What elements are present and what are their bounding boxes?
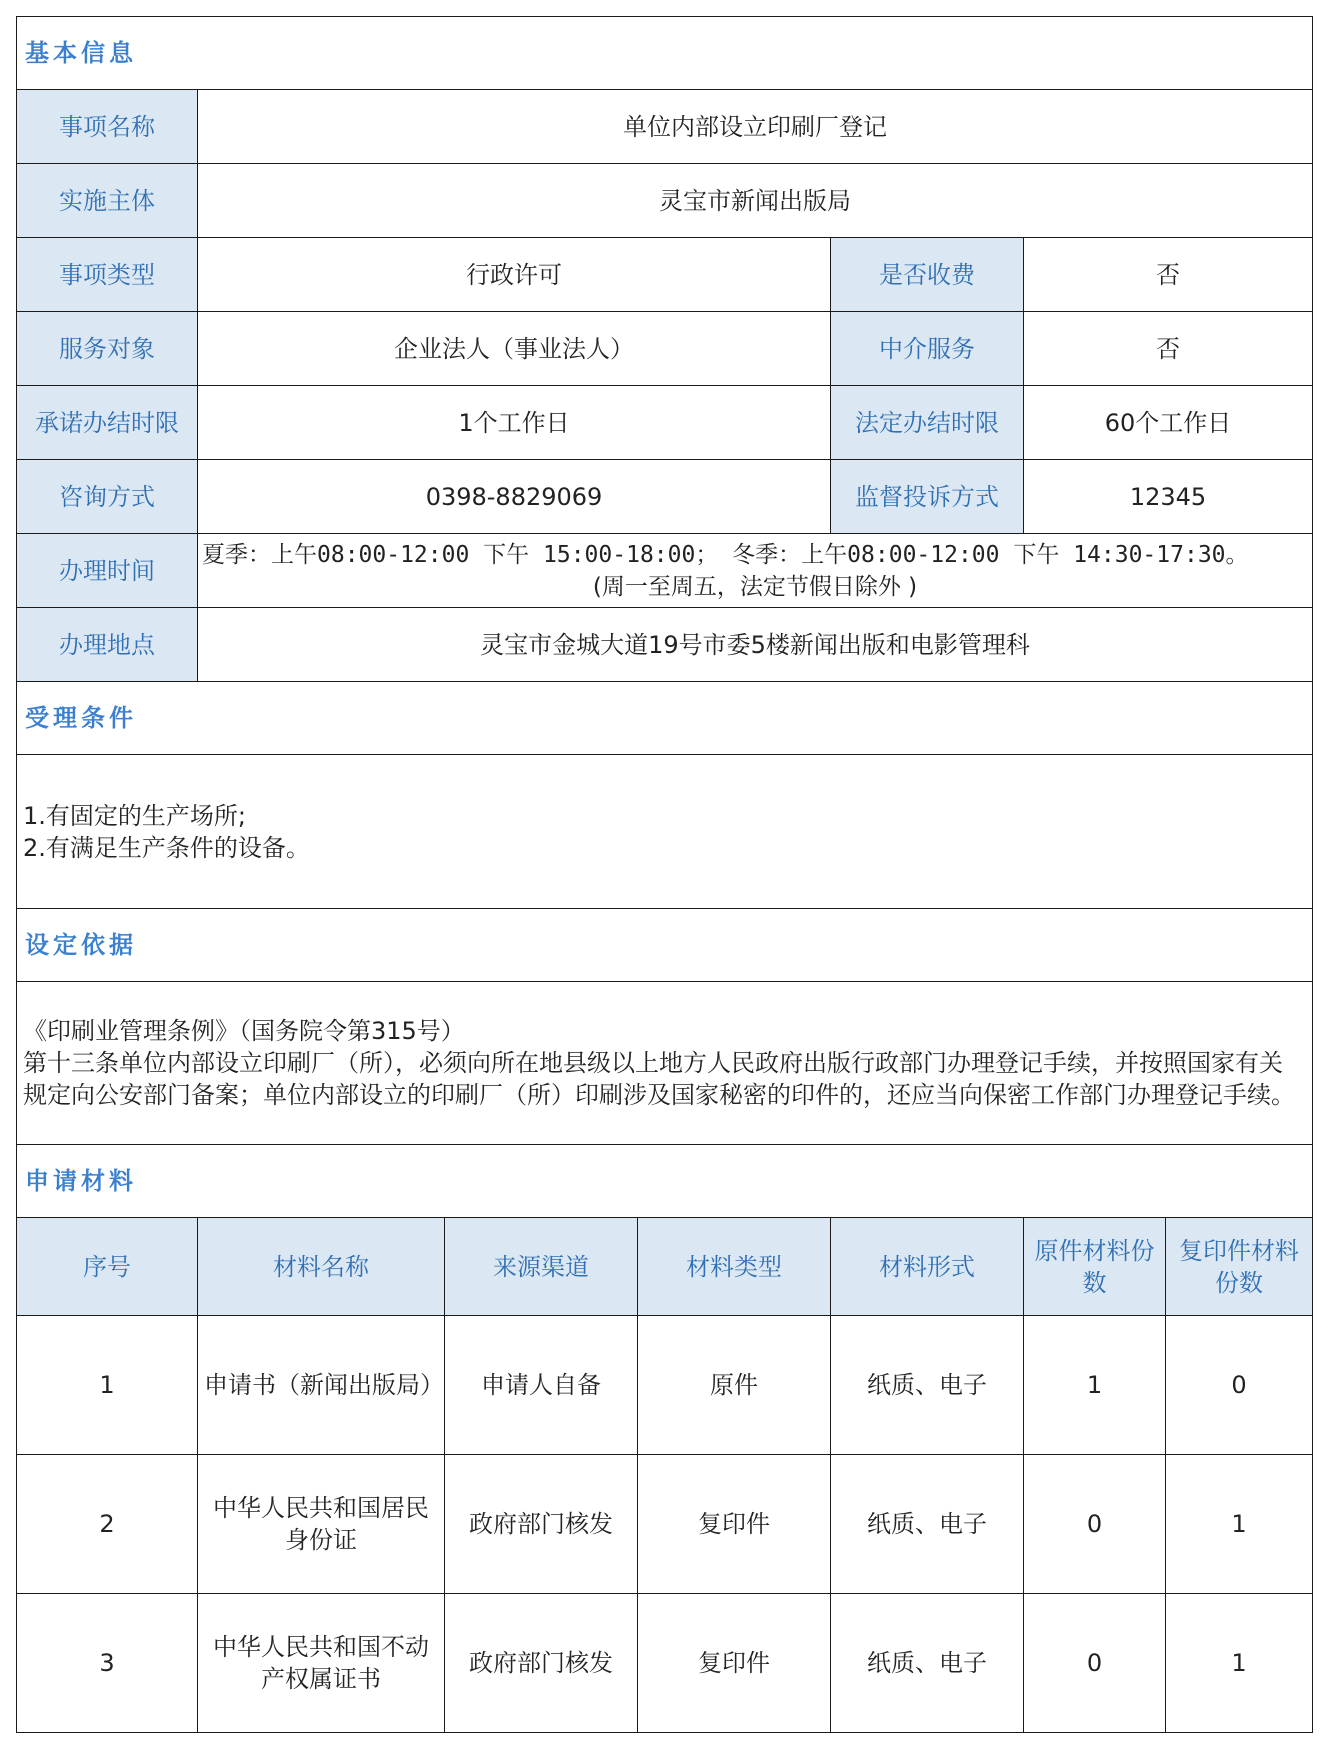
service-target-value: 企业法人（事业法人）: [198, 312, 831, 386]
section-title-basic-info: 基本信息: [17, 17, 1313, 90]
item-type-label: 事项类型: [17, 238, 198, 312]
fee-label: 是否收费: [831, 238, 1024, 312]
legal-limit-label: 法定办结时限: [831, 386, 1024, 460]
materials-header-index: 序号: [17, 1218, 198, 1316]
material-index: 1: [17, 1316, 198, 1455]
item-name-label: 事项名称: [17, 90, 198, 164]
condition-item: 1.有固定的生产场所;: [23, 801, 246, 830]
consult-value: 0398-8829069: [198, 460, 831, 534]
complaint-label: 监督投诉方式: [831, 460, 1024, 534]
service-info-table: [16, 16, 1313, 1733]
table-row: [17, 1316, 1313, 1455]
material-type: 复印件: [638, 1594, 831, 1733]
section-title-materials: 申请材料: [17, 1145, 1313, 1218]
section-title-basis: 设定依据: [17, 909, 1313, 982]
condition-item: 2.有满足生产条件的设备。: [23, 833, 310, 862]
location-label: 办理地点: [17, 608, 198, 682]
material-type: 原件: [638, 1316, 831, 1455]
material-source: 政府部门核发: [445, 1455, 638, 1594]
material-source: 申请人自备: [445, 1316, 638, 1455]
materials-header-form: 材料形式: [831, 1218, 1024, 1316]
materials-header-type: 材料类型: [638, 1218, 831, 1316]
materials-header-source: 来源渠道: [445, 1218, 638, 1316]
material-original-count: 0: [1024, 1455, 1166, 1594]
hours-label: 办理时间: [17, 534, 198, 608]
material-name: 申请书（新闻出版局）: [198, 1316, 445, 1455]
item-name-value: 单位内部设立印刷厂登记: [198, 90, 1313, 164]
hours-line-weekdays: (周一至周五，法定节假日除外 ): [592, 573, 918, 600]
service-target-label: 服务对象: [17, 312, 198, 386]
form-page: [16, 16, 1312, 1733]
material-index: 2: [17, 1455, 198, 1594]
intermediary-value: 否: [1024, 312, 1313, 386]
material-index: 3: [17, 1594, 198, 1733]
fee-value: 否: [1024, 238, 1313, 312]
hours-line-seasons: 夏季：上午08:00-12:00 下午 15:00-18:00； 冬季：上午08:00-12:00 下午 14:30-17:30。: [202, 541, 1249, 568]
legal-limit-value: 60个工作日: [1024, 386, 1313, 460]
material-type: 复印件: [638, 1455, 831, 1594]
material-name: 中华人民共和国不动产权属证书: [198, 1594, 445, 1733]
conditions-content: [17, 755, 1313, 909]
material-original-count: 1: [1024, 1316, 1166, 1455]
material-original-count: 0: [1024, 1594, 1166, 1733]
material-source: 政府部门核发: [445, 1594, 638, 1733]
material-copy-count: 1: [1166, 1455, 1313, 1594]
materials-header-name: 材料名称: [198, 1218, 445, 1316]
consult-label: 咨询方式: [17, 460, 198, 534]
complaint-value: 12345: [1024, 460, 1313, 534]
location-value: 灵宝市金城大道19号市委5楼新闻出版和电影管理科: [198, 608, 1313, 682]
material-name: 中华人民共和国居民身份证: [198, 1455, 445, 1594]
intermediary-label: 中介服务: [831, 312, 1024, 386]
section-title-conditions: 受理条件: [17, 682, 1313, 755]
basis-regulation: 《印刷业管理条例》（国务院令第315号）: [23, 1017, 465, 1045]
basis-content: [17, 982, 1313, 1145]
table-row: [17, 1594, 1313, 1733]
implementer-value: 灵宝市新闻出版局: [198, 164, 1313, 238]
materials-header-original-count: 原件材料份数: [1024, 1218, 1166, 1316]
material-form: 纸质、电子: [831, 1594, 1024, 1733]
basis-article: 第十三条单位内部设立印刷厂（所），必须向所在地县级以上地方人民政府出版行政部门办理登记手续，并按照国家有关规定向公安部门备案；单位内部设立的印刷厂（所）印刷涉及国家秘密的印件的，还应当向保密工作部门办理登记手续。: [23, 1049, 1295, 1109]
hours-value: [198, 534, 1313, 608]
material-form: 纸质、电子: [831, 1316, 1024, 1455]
implementer-label: 实施主体: [17, 164, 198, 238]
promised-limit-value: 1个工作日: [198, 386, 831, 460]
materials-header-copy-count: 复印件材料份数: [1166, 1218, 1313, 1316]
material-form: 纸质、电子: [831, 1455, 1024, 1594]
table-row: [17, 1455, 1313, 1594]
material-copy-count: 0: [1166, 1316, 1313, 1455]
material-copy-count: 1: [1166, 1594, 1313, 1733]
promised-limit-label: 承诺办结时限: [17, 386, 198, 460]
item-type-value: 行政许可: [198, 238, 831, 312]
